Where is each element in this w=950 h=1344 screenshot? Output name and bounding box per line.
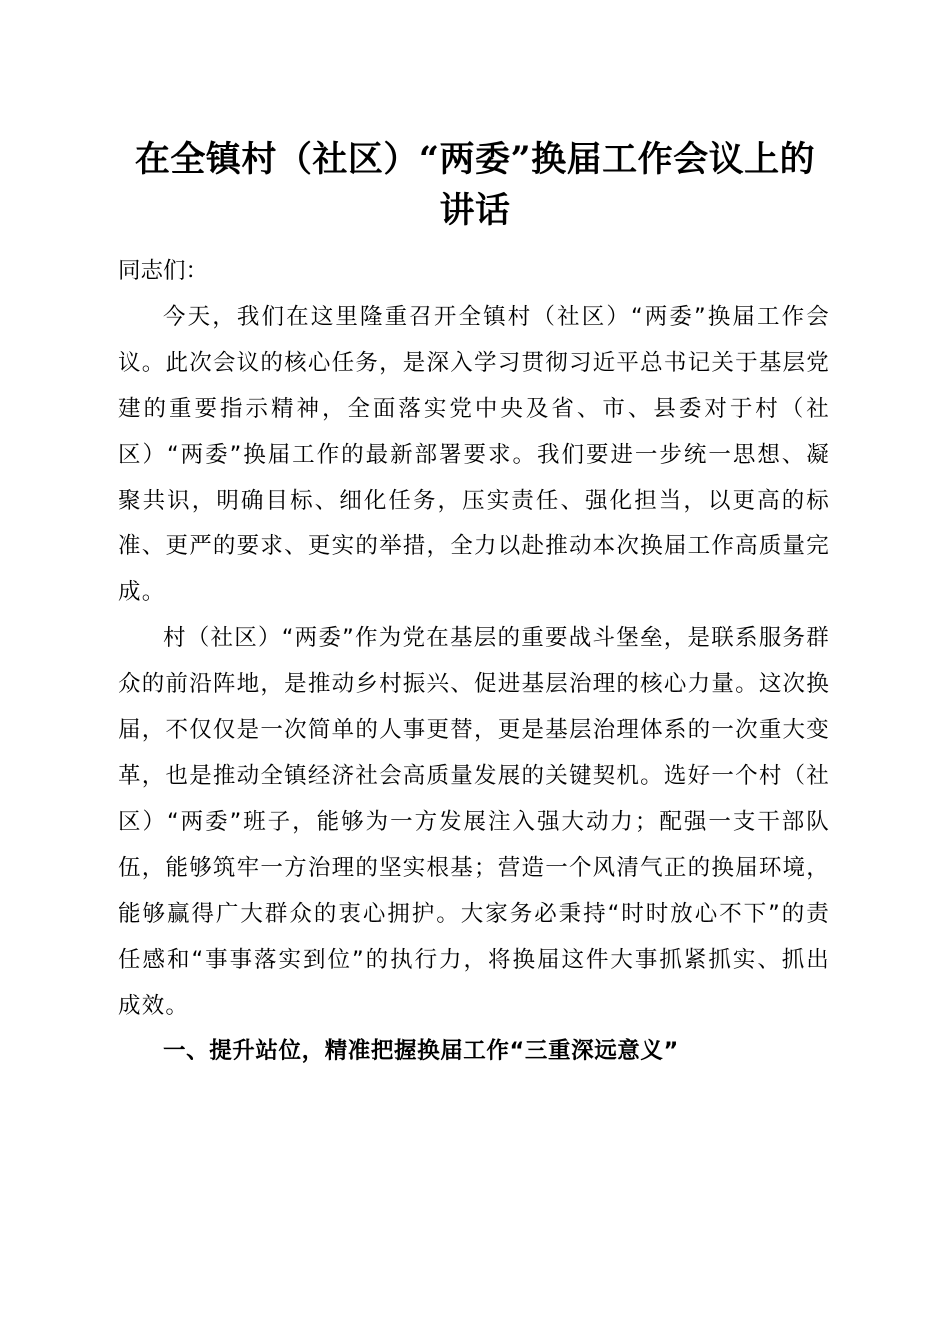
paragraph-2: 村（社区）“两委”作为党在基层的重要战斗堡垒，是联系服务群众的前沿阵地，是推动乡村振兴、促进基层治理的核心力量。这次换届，不仅仅是一次简单的人事更替，更是基层治理体系的一次重大变革，也是推动全镇经济社会高质量发展的关键契机。选好一个村（社区）“两委”班子，能够为一方发展注入强大动力；配强一支干部队伍，能够筑牢一方治理的坚实根基；营造一个风清气正的换届环境，能够赢得广大群众的衷心拥护。大家务必秉持“时时放心不下”的责任感和“事事落实到位”的执行力，将换届这件大事抓紧抓实、抓出成效。 [118,625,830,1019]
document-title: 在全镇村（社区）“两委”换届工作会议上的讲话 [134,139,816,231]
section-heading: 一、提升站位，精准把握换届工作“三重深远意义” [163,1038,679,1065]
salutation: 同志们： [118,258,209,284]
paragraph-1: 今天，我们在这里隆重召开全镇村（社区）“两委”换届工作会议。此次会议的核心任务，是深入学习贯彻习近平总书记关于基层党建的重要指示精神，全面落实党中央及省、市、县委对于村（社区）“两委”换届工作的最新部署要求。我们要进一步统一思想、凝聚共识，明确目标、细化任务，压实责任、强化担当，以更高的标准、更严的要求、更实的举措，全力以赴推动本次换届工作高质量完成。 [118,303,830,606]
document-body [118,249,830,1075]
